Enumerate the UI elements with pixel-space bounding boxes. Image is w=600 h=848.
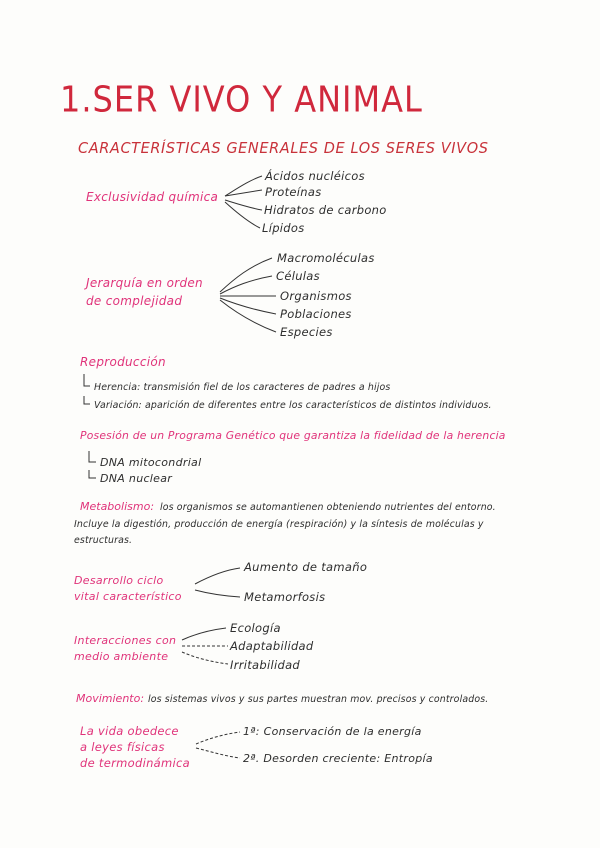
termodinamica-label-line2: a leyes físicas [80,740,165,754]
hook-icon [84,396,90,404]
jerarquia-label-line1: Jerarquía en orden [86,276,203,290]
hook-icon [89,470,96,478]
list-item: Hidratos de carbono [264,203,387,217]
programa-heading: Posesión de un Programa Genético que garantiza la fidelidad de la herencia [80,429,506,442]
metabolismo-heading: Metabolismo: [80,500,155,513]
arrow-icon [220,258,272,292]
list-item: Proteínas [265,185,322,199]
movimiento-heading: Movimiento: [76,692,145,705]
desarrollo-label-line2: vital característico [74,590,182,603]
list-item: DNA mitocondrial [100,456,202,469]
list-item: Lípidos [262,221,305,235]
interacciones-label-line2: medio ambiente [74,650,169,663]
metabolismo-text-line1: los organismos se automantienen obteniendo nutrientes del entorno. [160,502,496,513]
list-item: Especies [280,325,333,339]
arrow-icon [225,202,260,228]
arrow-icon [220,300,276,332]
list-item: Células [276,269,320,283]
page-title: 1.SER VIVO Y ANIMAL [60,78,423,121]
arrow-icon [196,732,240,744]
exclusividad-label: Exclusividad química [86,190,219,204]
list-item: Organismos [280,289,352,303]
hook-icon [84,374,90,386]
list-item: Aumento de tamaño [244,560,368,574]
interacciones-label-line1: Interacciones con [74,634,177,647]
reproduccion-heading: Reproducción [80,355,166,369]
list-item: Macromoléculas [277,251,375,265]
arrow-icon [182,652,228,664]
list-item: Ecología [230,621,281,635]
list-item: Adaptabilidad [230,639,314,653]
reproduccion-herencia: Herencia: transmisión fiel de los caracteres de padres a hijos [94,382,391,393]
reproduccion-variacion: Variación: aparición de diferentes entre los característicos de distintos individuos. [94,400,492,411]
list-item: Ácidos nucléicos [265,169,365,183]
list-item: 2ª. Desorden creciente: Entropía [243,752,433,765]
desarrollo-label-line1: Desarrollo ciclo [74,574,164,587]
hook-icon [89,451,96,462]
metabolismo-text-line2: Incluye la digestión, producción de energía (respiración) y la síntesis de moléculas y [74,519,484,530]
arrow-icon [195,590,240,597]
list-item: 1ª: Conservación de la energía [243,725,422,738]
arrow-icon [196,748,240,758]
arrow-icon [182,628,226,640]
list-item: Poblaciones [280,307,352,321]
list-item: DNA nuclear [100,472,173,485]
termodinamica-label-line3: de termodinámica [80,756,190,770]
arrow-icon [225,200,262,210]
list-item: Irritabilidad [230,658,301,672]
termodinamica-label-line1: La vida obedece [80,724,179,738]
list-item: Metamorfosis [244,590,326,604]
jerarquia-label-line2: de complejidad [86,294,183,308]
movimiento-text: los sistemas vivos y sus partes muestran mov. precisos y controlados. [148,694,489,705]
section-subtitle: CARACTERÍSTICAS GENERALES DE LOS SERES VIVOS [78,140,489,158]
metabolismo-text-line3: estructuras. [74,535,133,546]
arrow-icon [195,568,240,584]
